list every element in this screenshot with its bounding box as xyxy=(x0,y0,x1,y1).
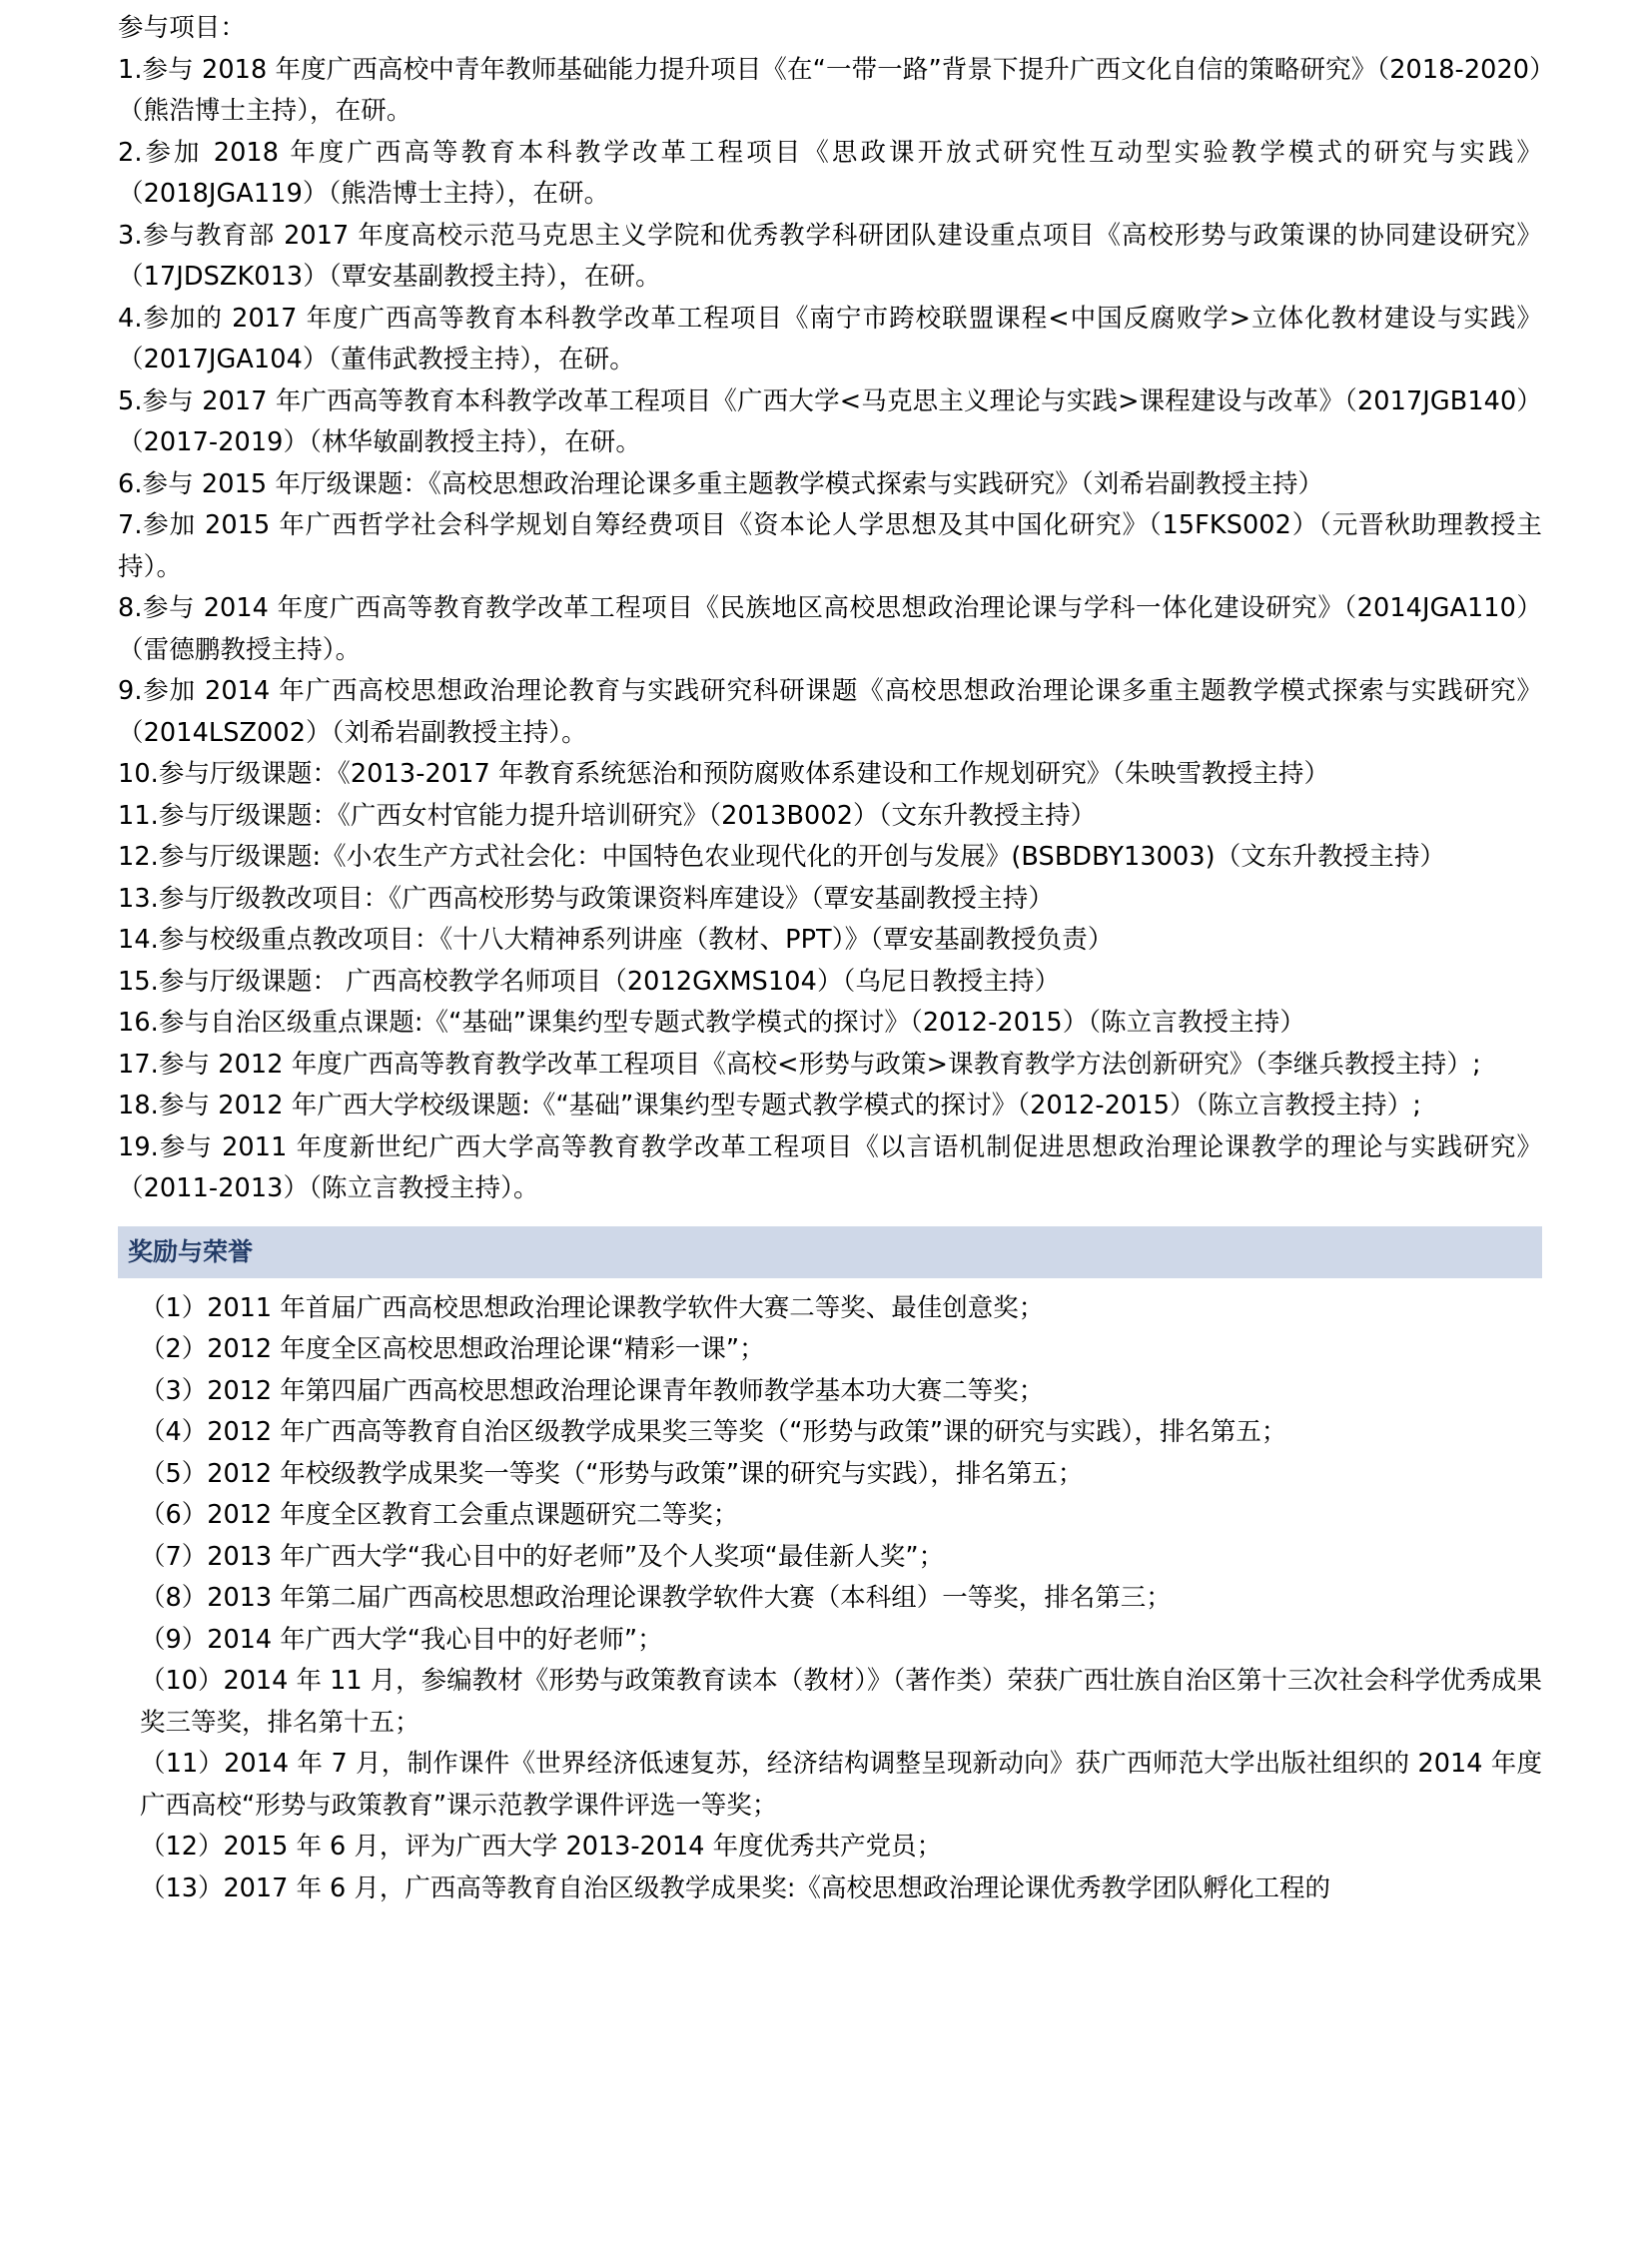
project-item: 8.参与 2014 年度广西高等教育教学改革工程项目《民族地区高校思想政治理论课与学科一体化建设研究》（2014JGA110）（雷德鹏教授主持）。 xyxy=(118,593,1542,665)
awards-list xyxy=(118,1288,1542,1910)
project-item: 1.参与 2018 年度广西高校中青年教师基础能力提升项目《在“一带一路”背景下提升广西文化自信的策略研究》（2018-2020）（熊浩博士主持），在研。 xyxy=(118,54,1542,126)
project-item: 2.参加 2018 年度广西高等教育本科教学改革工程项目《思政课开放式研究性互动型实验教学模式的研究与实践》（2018JGA119）（熊浩博士主持），在研。 xyxy=(118,137,1542,209)
project-item: 10.参与厅级课题：《2013-2017 年教育系统惩治和预防腐败体系建设和工作规划研究》（朱映雪教授主持） xyxy=(118,759,1330,789)
award-item: （1）2011 年首届广西高校思想政治理论课教学软件大赛二等奖、最佳创意奖； xyxy=(140,1292,1045,1323)
award-item: （9）2014 年广西大学“我心目中的好老师”； xyxy=(140,1624,663,1655)
award-item: （7）2013 年广西大学“我心目中的好老师”及个人奖项“最佳新人奖”； xyxy=(140,1541,945,1572)
award-item: （8）2013 年第二届广西高校思想政治理论课教学软件大赛（本科组）一等奖，排名第三； xyxy=(140,1583,1172,1613)
award-item: （13）2017 年 6 月，广西高等教育自治区级教学成果奖:《高校思想政治理论课优秀教学团队孵化工程的 xyxy=(140,1872,1330,1903)
project-item: 12.参与厅级课题:《小农生产方式社会化：中国特色农业现代化的开创与发展》(BSBDBY13003)（文东升教授主持） xyxy=(118,842,1446,872)
project-item: 19.参与 2011 年度新世纪广西大学高等教育教学改革工程项目《以言语机制促进思想政治理论课教学的理论与实践研究》（2011-2013）（陈立言教授主持）。 xyxy=(118,1131,1542,1203)
award-item: （11）2014 年 7 月，制作课件《世界经济低速复苏，经济结构调整呈现新动向》获广西师范大学出版社组织的 2014 年度广西高校“形势与政策教育”课示范教学课件评选一等奖； xyxy=(140,1749,1542,1821)
projects-list xyxy=(118,50,1542,1210)
project-item: 3.参与教育部 2017 年度高校示范马克思主义学院和优秀教学科研团队建设重点项目《高校形势与政策课的协同建设研究》（17JDSZK013）（覃安基副教授主持），在研。 xyxy=(118,220,1542,292)
project-item: 14.参与校级重点教改项目：《十八大精神系列讲座（教材、PPT）》（覃安基副教授负责） xyxy=(118,925,1114,955)
award-item: （10）2014 年 11 月，参编教材《形势与政策教育读本（教材）》（著作类）荣获广西壮族自治区第十三次社会科学优秀成果奖三等奖，排名第十五； xyxy=(140,1666,1542,1738)
award-item: （2）2012 年度全区高校思想政治理论课“精彩一课”； xyxy=(140,1334,765,1364)
award-item: （4）2012 年广西高等教育自治区级教学成果奖三等奖（“形势与政策”课的研究与实践），排名第五； xyxy=(140,1417,1287,1447)
project-item: 5.参与 2017 年广西高等教育本科教学改革工程项目《广西大学<马克思主义理论与实践>课程建设与改革》（2017JGB140）（2017-2019）（林华敏副教授主持），在研。 xyxy=(118,385,1542,457)
award-item: （12）2015 年 6 月，评为广西大学 2013-2014 年度优秀共产党员； xyxy=(140,1832,943,1862)
section-heading-awards: 奖励与荣誉 xyxy=(118,1226,1542,1278)
project-item: 15.参与厅级课题： 广西高校教学名师项目（2012GXMS104）（乌尼日教授主持） xyxy=(118,966,1061,997)
award-item: （3）2012 年第四届广西高校思想政治理论课青年教师教学基本功大赛二等奖； xyxy=(140,1375,1045,1406)
project-item: 4.参加的 2017 年度广西高等教育本科教学改革工程项目《南宁市跨校联盟课程<中国反腐败学>立体化教材建设与实践》（2017JGA104）（董伟武教授主持），在研。 xyxy=(118,303,1542,374)
project-item: 6.参与 2015 年厅级课题：《高校思想政治理论课多重主题教学模式探索与实践研究》（刘希岩副教授主持） xyxy=(118,468,1324,499)
project-item: 13.参与厅级教改项目：《广西高校形势与政策课资料库建设》（覃安基副教授主持） xyxy=(118,883,1054,914)
project-item: 18.参与 2012 年广西大学校级课题:《“基础”课集约型专题式教学模式的探讨》（2012-2015）（陈立言教授主持）; xyxy=(118,1091,1421,1121)
project-item: 9.参加 2014 年广西高校思想政治理论教育与实践研究科研课题《高校思想政治理论课多重主题教学模式探索与实践研究》（2014LSZ002）（刘希岩副教授主持）。 xyxy=(118,676,1542,748)
project-item: 11.参与厅级课题：《广西女村官能力提升培训研究》（2013B002）（文东升教授主持） xyxy=(118,800,1097,831)
award-item: （5）2012 年校级教学成果奖一等奖（“形势与政策”课的研究与实践），排名第五； xyxy=(140,1458,1084,1489)
project-item: 16.参与自治区级重点课题:《“基础”课集约型专题式教学模式的探讨》（2012-2015）（陈立言教授主持） xyxy=(118,1008,1305,1038)
project-item: 17.参与 2012 年度广西高等教育教学改革工程项目《高校<形势与政策>课教育教学方法创新研究》（李继兵教授主持）; xyxy=(118,1049,1481,1080)
award-item: （6）2012 年度全区教育工会重点课题研究二等奖； xyxy=(140,1500,739,1530)
project-item: 7.参加 2015 年广西哲学社会科学规划自筹经费项目《资本论人学思想及其中国化研究》（15FKS002）（元晋秋助理教授主持）。 xyxy=(118,510,1542,582)
projects-label: 参与项目： xyxy=(118,13,247,43)
